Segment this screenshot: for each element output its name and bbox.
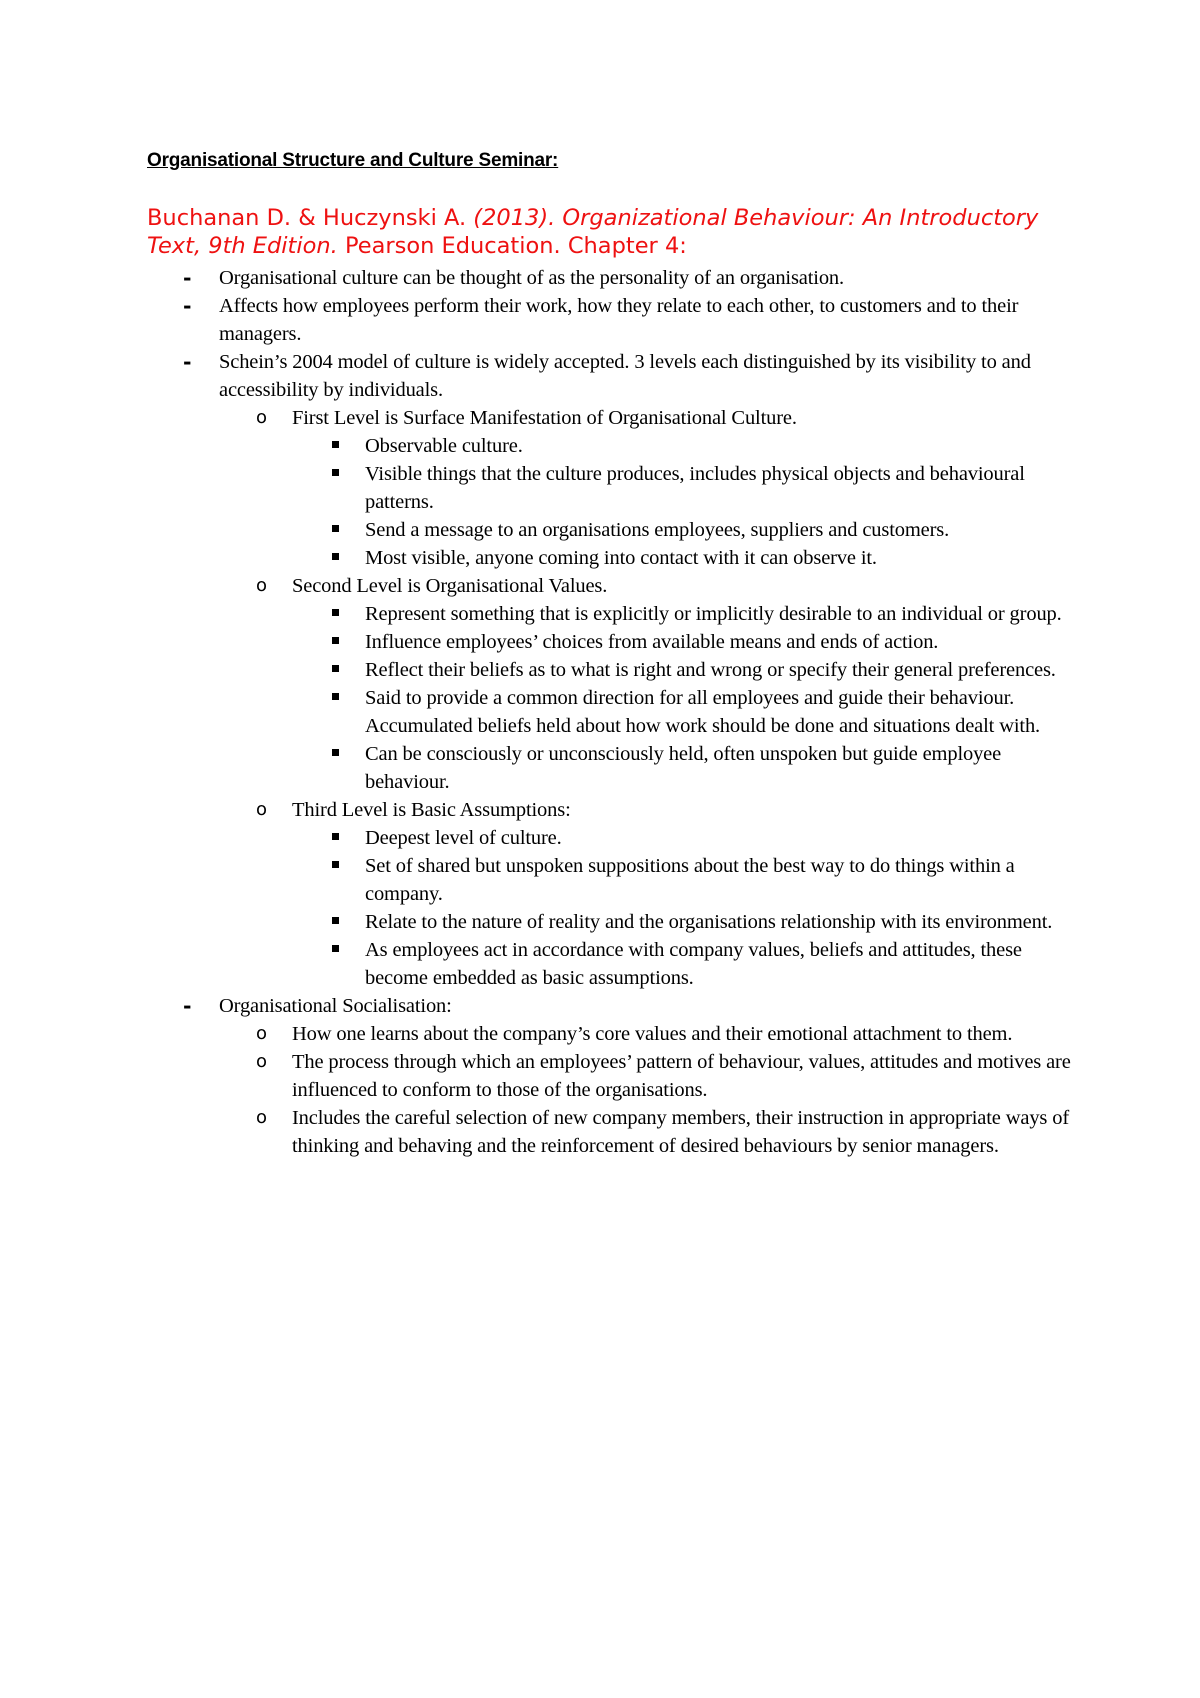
notes-list [0, 264, 1200, 1160]
square-bullet-icon [332, 637, 339, 644]
note-text: Deepest level of culture. [365, 827, 562, 849]
note-text: Organisational culture can be thought of as the personality of an organisation. [219, 267, 845, 289]
note-text: Observable culture. [365, 435, 523, 457]
square-bullet-icon [332, 749, 339, 756]
note-text: Influence employees’ choices from available means and ends of action. [365, 631, 939, 653]
sub-note-item [256, 572, 1092, 600]
note-text: As employees act in accordance with company values, beliefs and attitudes, these become embedded as basic assumptions. [365, 939, 1022, 989]
detail-item [365, 684, 1075, 740]
circle-bullet: o [256, 407, 267, 428]
note-text: Send a message to an organisations employees, suppliers and customers. [365, 519, 950, 541]
sub-note-item [256, 796, 1092, 824]
circle-bullet: o [256, 799, 267, 820]
detail-item [365, 852, 1075, 908]
reference-publisher-chapter: Pearson Education. Chapter 4: [337, 233, 687, 259]
square-bullet-icon [332, 693, 339, 700]
dash-bullet: - [183, 266, 192, 290]
square-bullet-icon [332, 525, 339, 532]
note-text: Schein’s 2004 model of culture is widely accepted. 3 levels each distinguished by its visibility to and accessibility by individuals. [219, 351, 1031, 401]
dash-bullet: - [183, 994, 192, 1018]
square-bullet-icon [332, 833, 339, 840]
note-text: Reflect their beliefs as to what is right and wrong or specify their general preferences. [365, 659, 1056, 681]
square-bullet-icon [332, 609, 339, 616]
square-bullet-icon [332, 917, 339, 924]
note-item [183, 292, 1089, 348]
note-text: Affects how employees perform their work, how they relate to each other, to customers and to their managers. [219, 295, 1019, 345]
sub-note-item [256, 1104, 1092, 1160]
note-item [183, 348, 1089, 404]
note-item [183, 264, 1089, 292]
detail-item [365, 936, 1075, 992]
detail-item [365, 460, 1075, 516]
dash-bullet: - [183, 294, 192, 318]
sub-note-item [256, 1020, 1092, 1048]
detail-item [365, 544, 1075, 572]
note-text: Represent something that is explicitly or implicitly desirable to an individual or group. [365, 603, 1062, 625]
document-title: Organisational Structure and Culture Seminar: [147, 150, 559, 171]
detail-item [365, 740, 1075, 796]
detail-item [365, 908, 1075, 936]
note-text: Said to provide a common direction for all employees and guide their behaviour. Accumulated beliefs held about how work should be done and situations dealt with. [365, 687, 1041, 737]
reference-year: (2013). [473, 205, 563, 231]
detail-item [365, 656, 1075, 684]
sub-note-item [256, 404, 1092, 432]
note-text: Set of shared but unspoken suppositions about the best way to do things within a company. [365, 855, 1015, 905]
square-bullet-icon [332, 553, 339, 560]
reference-book-title: Organizational Behaviour: An Introductory Text, 9th Edition. [147, 205, 1039, 259]
circle-bullet: o [256, 1023, 267, 1044]
reference-authors: Buchanan D. & Huczynski A. [147, 205, 474, 231]
square-bullet-icon [332, 665, 339, 672]
dash-bullet: - [183, 350, 192, 374]
square-bullet-icon [332, 469, 339, 476]
note-text: The process through which an employees’ pattern of behaviour, values, attitudes and motives are influenced to conform to those of the organisations. [292, 1051, 1071, 1101]
detail-item [365, 628, 1075, 656]
note-text: Relate to the nature of reality and the organisations relationship with its environment. [365, 911, 1053, 933]
note-text: How one learns about the company’s core values and their emotional attachment to them. [292, 1023, 1013, 1045]
detail-item [365, 600, 1075, 628]
reference-citation [147, 204, 1047, 260]
circle-bullet: o [256, 575, 267, 596]
note-text: First Level is Surface Manifestation of Organisational Culture. [292, 407, 797, 429]
square-bullet-icon [332, 945, 339, 952]
note-text: Includes the careful selection of new company members, their instruction in appropriate ways of thinking and behaving and the reinforcement of desired behaviours by senior managers. [292, 1107, 1070, 1157]
note-text: Organisational Socialisation: [219, 995, 452, 1017]
circle-bullet: o [256, 1051, 267, 1072]
detail-item [365, 432, 1075, 460]
circle-bullet: o [256, 1107, 267, 1128]
square-bullet-icon [332, 441, 339, 448]
note-text: Second Level is Organisational Values. [292, 575, 608, 597]
sub-note-item [256, 1048, 1092, 1104]
note-item [183, 992, 1089, 1020]
square-bullet-icon [332, 861, 339, 868]
note-text: Can be consciously or unconsciously held, often unspoken but guide employee behaviour. [365, 743, 1002, 793]
note-text: Visible things that the culture produces, includes physical objects and behavioural patterns. [365, 463, 1025, 513]
detail-item [365, 516, 1075, 544]
note-text: Third Level is Basic Assumptions: [292, 799, 571, 821]
note-text: Most visible, anyone coming into contact with it can observe it. [365, 547, 877, 569]
detail-item [365, 824, 1075, 852]
